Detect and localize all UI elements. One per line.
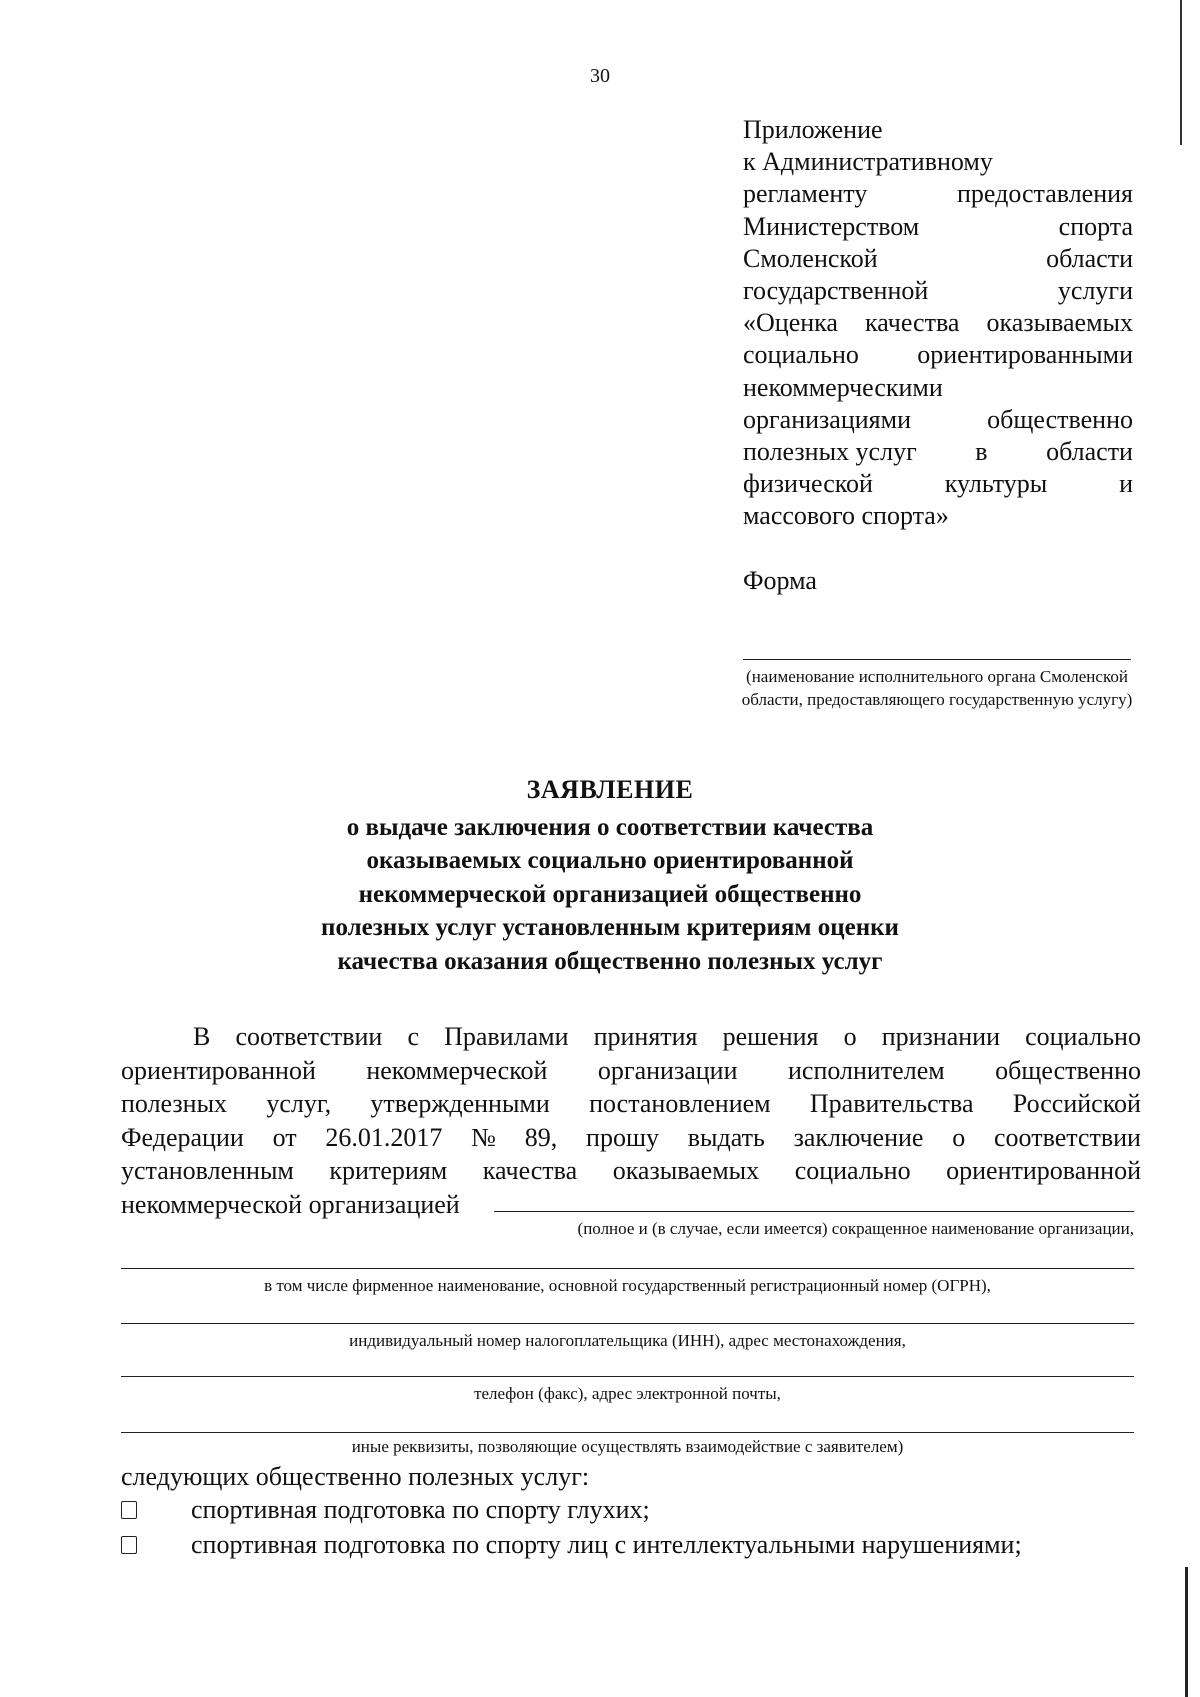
body-word: оказываемых: [612, 1156, 760, 1185]
body-word: общественно: [995, 1055, 1141, 1085]
body-word: соответствии: [235, 1022, 383, 1051]
body-line: [121, 1087, 1141, 1121]
body-word: ориентированной: [121, 1055, 316, 1085]
service-label: спортивная подготовка по спорту лиц с интеллектуальными нарушениями;: [191, 1530, 1022, 1559]
body-word: признании: [881, 1022, 1000, 1051]
appendix-word: культуры: [944, 469, 1048, 499]
body-word: установленным: [121, 1156, 294, 1185]
body-word: услуг,: [266, 1089, 332, 1118]
body-word: заключение: [793, 1122, 924, 1152]
appendix-word: и: [1119, 469, 1133, 499]
appendix-word: общественно: [987, 404, 1133, 434]
body-word: Федерации: [121, 1122, 244, 1152]
body-paragraph: [121, 1020, 1141, 1221]
title-line: о выдаче заключения о соответствии качества: [346, 813, 874, 841]
body-word: утвержденными: [370, 1089, 550, 1118]
page-number: 30: [590, 65, 610, 87]
requisite-fill-line[interactable]: [121, 1323, 1134, 1324]
body-line: [121, 1054, 1141, 1088]
body-word: В: [193, 1022, 211, 1051]
body-word: соответствии: [994, 1122, 1141, 1152]
body-line: некоммерческой организацией: [121, 1189, 460, 1219]
requisite-caption: индивидуальный номер налогоплательщика (ИНН), адрес местонахождения,: [349, 1331, 906, 1350]
body-line: [121, 1154, 1141, 1188]
requisite-caption: телефон (факс), адрес электронной почты,: [474, 1384, 781, 1403]
requisite-caption: в том числе фирменное наименование, основной государственный регистрационный номер (ОГРН),: [264, 1276, 991, 1295]
appendix-word: качества: [865, 308, 960, 338]
appendix-word: регламенту: [743, 179, 868, 209]
body-word: 89,: [524, 1122, 558, 1152]
title-main: ЗАЯВЛЕНИЕ: [526, 775, 694, 804]
appendix-word: предоставления: [957, 179, 1133, 209]
body-word: постановлением: [589, 1089, 771, 1118]
appendix-line: Приложение: [743, 115, 883, 144]
body-word: Российской: [1012, 1089, 1141, 1118]
appendix-word: Министерством: [743, 211, 920, 241]
checkbox[interactable]: [121, 1501, 137, 1519]
body-word: от: [272, 1122, 297, 1152]
appendix-word: области: [1046, 437, 1133, 467]
appendix-block: [743, 114, 1133, 533]
body-word: Правилами: [444, 1022, 569, 1051]
appendix-word: области: [1046, 243, 1133, 273]
appendix-word: спорта: [1058, 211, 1133, 241]
appendix-word: услуги: [1057, 276, 1133, 306]
body-line: [121, 1121, 1141, 1155]
checkbox[interactable]: [121, 1536, 137, 1554]
appendix-line: к Административному: [743, 147, 993, 177]
form-label: Форма: [743, 566, 817, 595]
org-name-caption: (наименование исполнительного органа Смоленской области, предоставляющего государственную услугу): [741, 667, 1133, 709]
body-word: решения: [722, 1022, 819, 1051]
scan-edge-mark: [1185, 1567, 1188, 1697]
appendix-line: [743, 468, 1133, 500]
requisite-fill-line[interactable]: [121, 1376, 1134, 1377]
body-word: социально: [1025, 1022, 1141, 1051]
title-line: некоммерческой организацией общественно: [358, 880, 862, 908]
body-word: исполнителем: [787, 1055, 945, 1085]
body-word: 26.01.2017: [325, 1122, 443, 1152]
appendix-word: оказываемых: [986, 308, 1133, 338]
requisite-caption: иные реквизиты, позволяющие осуществлять взаимодействие с заявителем): [351, 1437, 904, 1456]
appendix-line: массового спорта»: [743, 501, 949, 531]
appendix-word: «Оценка: [743, 308, 838, 338]
requisite-fill-line[interactable]: [121, 1268, 1134, 1269]
body-word: качества: [482, 1156, 578, 1185]
appendix-line: некоммерческими: [743, 372, 943, 402]
service-label: спортивная подготовка по спорту глухих;: [191, 1495, 650, 1524]
body-word: о: [843, 1022, 857, 1051]
appendix-word: социально: [743, 340, 859, 370]
service-item: [121, 1530, 1022, 1560]
appendix-line: [743, 307, 1133, 339]
appendix-word: в: [975, 437, 988, 467]
body-word: организации: [597, 1055, 738, 1085]
org-fullname-fill-line[interactable]: [494, 1211, 1134, 1212]
title-line: оказываемых социально ориентированной: [366, 847, 854, 874]
requisite-fill-line[interactable]: [121, 1432, 1134, 1433]
body-word: некоммерческой: [366, 1055, 548, 1085]
appendix-line: [743, 275, 1133, 307]
requisite-caption: (полное и (в случае, если имеется) сокращенное наименование организации,: [577, 1219, 1134, 1238]
body-word: ориентированной: [946, 1156, 1141, 1185]
body-word: принятия: [593, 1022, 698, 1051]
appendix-line: [743, 339, 1133, 371]
appendix-word: физической: [743, 469, 873, 499]
appendix-word: ориентированными: [917, 340, 1133, 370]
appendix-word: полезных услуг: [743, 437, 917, 467]
org-name-fill-line[interactable]: [743, 659, 1131, 660]
appendix-word: Смоленской: [743, 243, 878, 273]
appendix-line: [743, 211, 1133, 243]
body-word: с: [407, 1022, 419, 1051]
appendix-word: государственной: [743, 276, 929, 306]
title-line: полезных услуг установленным критериям оценки: [321, 914, 899, 941]
body-word: выдать: [687, 1122, 765, 1152]
body-word: полезных: [121, 1089, 228, 1118]
appendix-line: [743, 178, 1133, 210]
document-title: [240, 773, 980, 978]
services-intro: следующих общественно полезных услуг:: [121, 1462, 590, 1491]
title-line: качества оказания общественно полезных услуг: [337, 947, 883, 975]
body-word: Правительства: [809, 1089, 974, 1118]
body-word: №: [471, 1122, 496, 1152]
body-word: критериям: [329, 1156, 448, 1185]
body-word: о: [952, 1122, 966, 1152]
service-item: [121, 1495, 650, 1525]
appendix-word: организациями: [743, 404, 911, 434]
appendix-line: [743, 436, 1133, 468]
appendix-line: [743, 404, 1133, 436]
scan-edge-mark: [1180, 0, 1182, 145]
body-word: социально: [794, 1156, 911, 1185]
appendix-line: [743, 243, 1133, 275]
body-word: прошу: [586, 1122, 659, 1152]
body-line: [121, 1020, 1141, 1054]
